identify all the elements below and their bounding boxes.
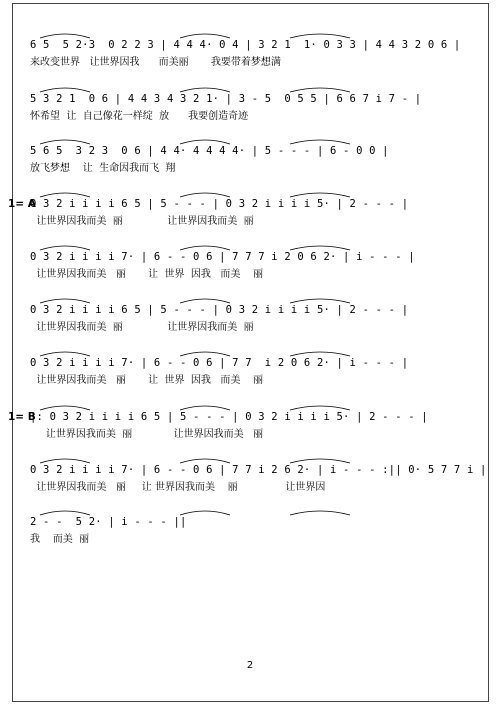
slur [180, 299, 230, 303]
lyrics-line: 放飞梦想 让 生命因我而飞 翔 [30, 163, 176, 174]
slur [180, 459, 230, 463]
slur-marks [30, 295, 470, 305]
slur-marks [30, 455, 470, 465]
slur [290, 459, 350, 463]
slur-marks [30, 348, 470, 358]
slur [290, 246, 350, 250]
lyrics-line: 让世界因我而美 丽 让世界因我而美 丽 [30, 216, 254, 227]
slur [290, 140, 350, 144]
slur [180, 246, 230, 250]
slur [40, 352, 90, 356]
lyrics-line: 怀希望 让 自己像花一样绽 放 我要创造奇迹 [30, 111, 249, 122]
slur [290, 88, 350, 92]
notation-line: 6 5 5 2·3 0 2 2 3 | 4 4 4· 0 4 | 3 2 1 1· 0 3 3 | 4 4 3 2 0 6 | [30, 39, 461, 51]
slur [290, 193, 350, 197]
slur [180, 406, 230, 410]
lyrics-line: 让世界因我而美 丽 让世界因我而美 丽 [30, 429, 264, 440]
slur [40, 406, 90, 410]
slur [40, 511, 90, 515]
slur-marks [30, 189, 470, 199]
notation-line: 0 3 2 i i i i 6 5 | 5 - - - | 0 3 2 i i i i 5· | 2 - - - | [30, 198, 409, 210]
lyrics-line: 让世界因我而美 丽 让 世界 因我 而美 丽 [30, 269, 264, 280]
page-number: 2 [246, 660, 254, 671]
slur [40, 140, 90, 144]
slur [290, 299, 350, 303]
slur [40, 459, 90, 463]
slur-marks [30, 507, 470, 517]
notation-line: 2 - - 5 2· | i - - - || [30, 516, 187, 528]
slur-marks [30, 402, 470, 412]
slur [40, 193, 90, 197]
slur [40, 246, 90, 250]
slur [180, 140, 230, 144]
notation-line: 0 3 2 i i i i 7· | 6 - - 0 6 | 7 7 7 i 2 0 6 2· | i - - - | [30, 251, 415, 263]
slur-marks [30, 30, 470, 40]
key-signature: 1= A [8, 198, 36, 210]
notation-line: 0 3 2 i i i i 6 5 | 5 - - - | 0 3 2 i i i i 5· | 2 - - - | [30, 304, 409, 316]
slur [290, 406, 350, 410]
slur [40, 88, 90, 92]
lyrics-line: 让世界因我而美 丽 让世界因我而美 丽 [30, 322, 254, 333]
slur [180, 88, 230, 92]
slur [180, 511, 230, 515]
notation-line: 5 6 5 3 2 3 0 6 | 4 4· 4 4 4 4· | 5 - - - | 6 - 0 0 | [30, 145, 389, 157]
notation-line: 0 3 2 i i i i 7· | 6 - - 0 6 | 7 7 i 2 0 6 2· | i - - - | [30, 357, 409, 369]
key-signature: 1= B [8, 411, 36, 423]
slur [180, 352, 230, 356]
slur [290, 34, 350, 38]
slur [180, 193, 230, 197]
slur-marks [30, 84, 470, 94]
notation-line: 5 3 2 1 0 6 | 4 4 3 4 3 2 1· | 3 - 5 0 5 5 | 6 6 7 i 7 - | [30, 93, 422, 105]
notation-line: |: 0 3 2 i i i i 6 5 | 5 - - - | 0 3 2 i i i i 5· | 2 - - - | [30, 411, 428, 423]
lyrics-line: 我 而美 丽 [30, 534, 90, 545]
notation-line: 0 3 2 i i i i 7· | 6 - - 0 6 | 7 7 i 2 6 2· | i - - - :|| 0· 5 7 7 i | [30, 464, 487, 476]
slur-marks [30, 242, 470, 252]
slur [180, 34, 230, 38]
slur [290, 511, 350, 515]
slur-marks [30, 136, 470, 146]
lyrics-line: 来改变世界 让世界因我 而美丽 我要带着梦想满 [30, 57, 281, 68]
slur [40, 299, 90, 303]
lyrics-line: 让世界因我而美 丽 让 世界因我而美 丽 让世界因 [30, 482, 326, 493]
slur [40, 34, 90, 38]
slur [290, 352, 350, 356]
lyrics-line: 让世界因我而美 丽 让 世界 因我 而美 丽 [30, 375, 264, 386]
